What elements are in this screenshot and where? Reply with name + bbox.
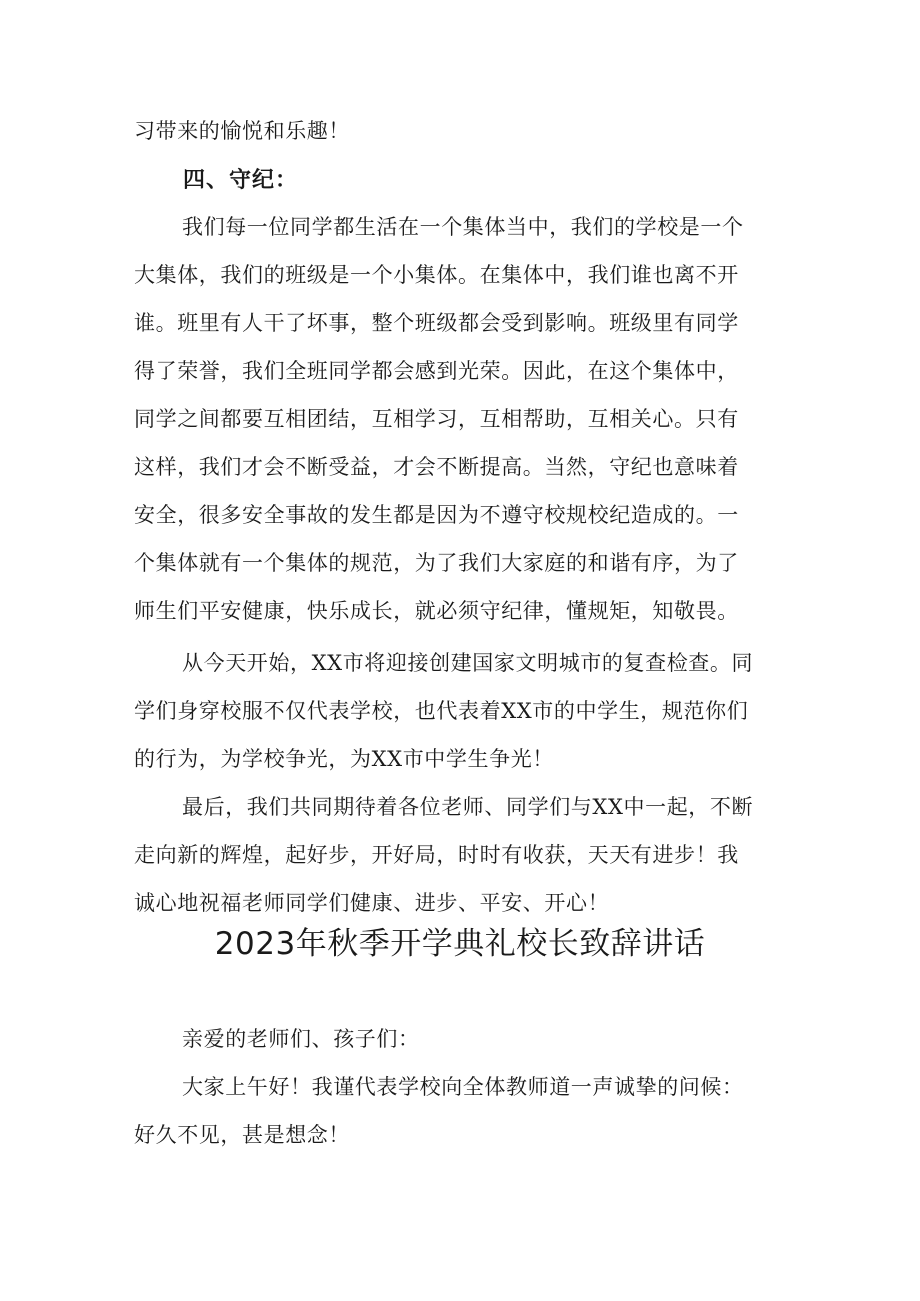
text-line: 学们身穿校服不仅代表学校，也代表着XX市的中学生，规范你们 [134,699,749,723]
text-line: 走向新的辉煌，起好步，开好局，时时有收获，天天有进步！我 [134,843,739,867]
text-line: 好久不见，甚是想念！ [134,1123,350,1147]
text-line: 师生们平安健康，快乐成长，就必须守纪律，懂规矩，知敬畏。 [134,599,739,623]
text-line: 大家上午好！我谨代表学校向全体教师道一声诚挚的问候： [182,1075,744,1099]
text-line: 同学之间都要互相团结，互相学习，互相帮助，互相关心。只有 [134,407,739,431]
text-line: 的行为，为学校争光，为XX市中学生争光！ [134,747,554,771]
text-line: 最后，我们共同期待着各位老师、同学们与XX中一起，不断 [182,795,754,819]
text-line: 从今天开始，XX市将迎接创建国家文明城市的复查检查。同 [182,651,754,675]
section-heading: 四、守纪： [183,167,299,193]
paragraph-continuation: 习带来的愉悦和乐趣！ [134,119,350,143]
text-line: 这样，我们才会不断受益，才会不断提高。当然，守纪也意味着 [134,455,739,479]
text-line: 安全，很多安全事故的发生都是因为不遵守校规校纪造成的。一 [134,503,739,527]
text-line: 谁。班里有人干了坏事，整个班级都会受到影响。班级里有同学 [134,311,739,335]
salutation: 亲爱的老师们、孩子们： [182,1027,420,1051]
text-line: 个集体就有一个集体的规范，为了我们大家庭的和谐有序，为了 [134,551,739,575]
document-title: 2023年秋季开学典礼校长致辞讲话 [214,926,706,962]
text-line: 得了荣誉，我们全班同学都会感到光荣。因此，在这个集体中， [134,359,739,383]
text-line: 我们每一位同学都生活在一个集体当中，我们的学校是一个 [182,215,744,239]
text-line: 诚心地祝福老师同学们健康、进步、平安、开心！ [134,891,610,915]
text-line: 大集体，我们的班级是一个小集体。在集体中，我们谁也离不开 [134,263,739,287]
